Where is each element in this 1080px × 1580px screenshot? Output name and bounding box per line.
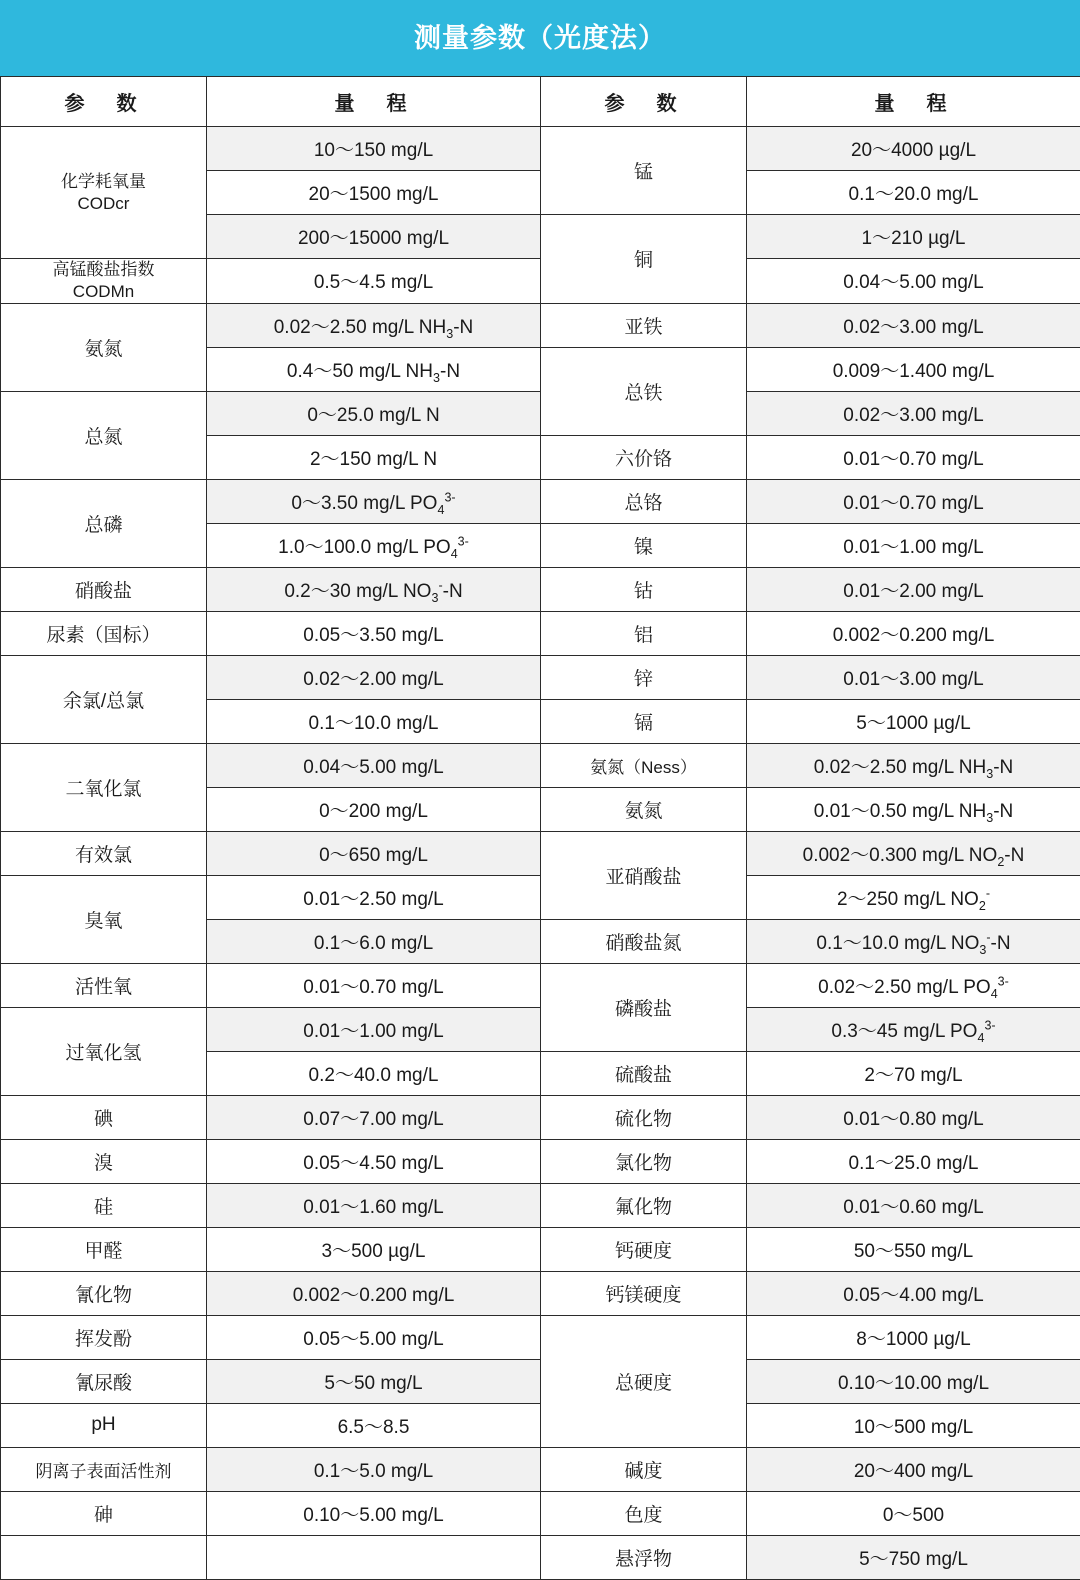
parameter-range-right: 8～1000 µg/L [747, 1315, 1080, 1359]
parameter-range-right: 0.01～0.70 mg/L [747, 435, 1080, 479]
parameter-name-right: 氨氮（Ness） [541, 743, 747, 787]
parameter-range-left: 5～50 mg/L [207, 1359, 541, 1403]
parameter-name-left: 碘 [1, 1095, 207, 1139]
parameter-name-right: 碱度 [541, 1447, 747, 1491]
parameter-range-left: 0.01～1.00 mg/L [207, 1007, 541, 1051]
table-row [1, 479, 1080, 523]
parameter-range-left: 0.01～0.70 mg/L [207, 963, 541, 1007]
parameter-name-left: 硅 [1, 1183, 207, 1227]
parameter-range-right: 10～500 mg/L [747, 1403, 1080, 1447]
table-row [1, 127, 1080, 171]
table-row [1, 1095, 1080, 1139]
parameter-range-left: 0.05～3.50 mg/L [207, 611, 541, 655]
parameter-name-left: 有效氯 [1, 831, 207, 875]
parameter-range-left: 0.07～7.00 mg/L [207, 1095, 541, 1139]
parameter-range-right: 20～400 mg/L [747, 1447, 1080, 1491]
parameter-range-left: 0～650 mg/L [207, 831, 541, 875]
parameter-range-left: 0.002～0.200 mg/L [207, 1271, 541, 1315]
parameter-range-right: 2～250 mg/L $NO_2^-$ [747, 875, 1080, 919]
parameter-range-right: 0.01～0.60 mg/L [747, 1183, 1080, 1227]
parameter-name-right: 锰 [541, 127, 747, 215]
parameter-name-left: 溴 [1, 1139, 207, 1183]
parameter-range-left: 0.01～2.50 mg/L [207, 875, 541, 919]
parameter-name-left: 挥发酚 [1, 1315, 207, 1359]
table-header-row [1, 77, 1080, 127]
column-header-range-left: 量 程 [207, 77, 541, 127]
parameter-range-right: 0.01～2.00 mg/L [747, 567, 1080, 611]
parameter-range-right: 0.1～10.0 mg/L $NO_3^--N$ [747, 919, 1080, 963]
parameter-range-right: 0.01～0.80 mg/L [747, 1095, 1080, 1139]
parameter-name-right: 氯化物 [541, 1139, 747, 1183]
table-row [1, 1315, 1080, 1359]
table-row [1, 611, 1080, 655]
parameter-range-right: 0.3～45 mg/L $PO_4^{3-}$ [747, 1007, 1080, 1051]
empty-cell [1, 1535, 207, 1579]
empty-cell [207, 1535, 541, 1579]
parameter-range-left: 200～15000 mg/L [207, 215, 541, 259]
parameter-range-right: 1～210 µg/L [747, 215, 1080, 259]
parameter-range-right: 0.04～5.00 mg/L [747, 259, 1080, 304]
parameter-range-left: 10～150 mg/L [207, 127, 541, 171]
parameter-name-left: 化学耗氧量 CODcr [1, 127, 207, 259]
parameter-range-left: 0.2～40.0 mg/L [207, 1051, 541, 1095]
column-header-range-right: 量 程 [747, 77, 1080, 127]
parameter-range-right: 0.02～2.50 mg/L $PO_4^{3-}$ [747, 963, 1080, 1007]
parameter-range-left: 0.1～5.0 mg/L [207, 1447, 541, 1491]
parameter-name-right: 磷酸盐 [541, 963, 747, 1051]
parameter-name-left: pH [1, 1403, 207, 1447]
page-title: 测量参数（光度法） [0, 0, 1080, 76]
parameter-name-left: 尿素（国标） [1, 611, 207, 655]
table-row [1, 655, 1080, 699]
parameter-name-left: 氰化物 [1, 1271, 207, 1315]
table-row [1, 1535, 1080, 1579]
parameter-name-right: 总铬 [541, 479, 747, 523]
parameters-table [0, 76, 1080, 1580]
column-header-param-left: 参 数 [1, 77, 207, 127]
table-row [1, 831, 1080, 875]
parameter-name-right: 总硬度 [541, 1315, 747, 1447]
parameter-range-left: 0.1～10.0 mg/L [207, 699, 541, 743]
parameter-range-right: 0.01～3.00 mg/L [747, 655, 1080, 699]
parameter-range-right: 0.01～0.50 mg/L $NH_3-N$ [747, 787, 1080, 831]
parameter-name-right: 镍 [541, 523, 747, 567]
parameter-range-left: 0.5～4.5 mg/L [207, 259, 541, 304]
parameter-name-right: 钴 [541, 567, 747, 611]
parameter-name-right: 硝酸盐氮 [541, 919, 747, 963]
parameter-name-left: 臭氧 [1, 875, 207, 963]
table-row [1, 391, 1080, 435]
parameter-range-left: 0～3.50 mg/L $PO_4^{3-}$ [207, 479, 541, 523]
parameter-name-left: 高锰酸盐指数 CODMn [1, 259, 207, 304]
parameter-range-right: 0.009～1.400 mg/L [747, 347, 1080, 391]
parameter-name-right: 亚硝酸盐 [541, 831, 747, 919]
parameter-range-right: 0.01～0.70 mg/L [747, 479, 1080, 523]
parameter-name-left: 二氧化氯 [1, 743, 207, 831]
table-row [1, 1227, 1080, 1271]
table-row [1, 303, 1080, 347]
parameter-name-right: 镉 [541, 699, 747, 743]
parameter-range-left: 0.04～5.00 mg/L [207, 743, 541, 787]
parameter-range-left: 0.2～30 mg/L $NO_3^--N$ [207, 567, 541, 611]
parameter-range-right: 0.01～1.00 mg/L [747, 523, 1080, 567]
parameter-name-left: 甲醛 [1, 1227, 207, 1271]
parameter-name-right: 总铁 [541, 347, 747, 435]
parameter-range-right: 0.002～0.200 mg/L [747, 611, 1080, 655]
parameter-name-left: 过氧化氢 [1, 1007, 207, 1095]
parameter-range-right: 0.1～20.0 mg/L [747, 171, 1080, 215]
table-row [1, 1491, 1080, 1535]
parameter-name-left: 活性氧 [1, 963, 207, 1007]
table-row [1, 1007, 1080, 1051]
parameter-range-left: 1.0～100.0 mg/L $PO_4^{3-}$ [207, 523, 541, 567]
parameter-name-right: 亚铁 [541, 303, 747, 347]
parameter-name-left: 余氯/总氯 [1, 655, 207, 743]
parameter-name-left: 总磷 [1, 479, 207, 567]
parameter-range-left: 3～500 µg/L [207, 1227, 541, 1271]
parameter-name-right: 锌 [541, 655, 747, 699]
parameter-range-left: 0～200 mg/L [207, 787, 541, 831]
table-row [1, 963, 1080, 1007]
parameter-name-right: 悬浮物 [541, 1535, 747, 1579]
parameter-range-right: 2～70 mg/L [747, 1051, 1080, 1095]
table-row [1, 1271, 1080, 1315]
parameter-name-right: 硫化物 [541, 1095, 747, 1139]
parameter-name-left: 砷 [1, 1491, 207, 1535]
parameter-range-right: 5～750 mg/L [747, 1535, 1080, 1579]
column-header-param-right: 参 数 [541, 77, 747, 127]
parameter-range-left: 0～25.0 mg/L N [207, 391, 541, 435]
parameter-name-left: 阴离子表面活性剂 [1, 1447, 207, 1491]
parameter-name-right: 硫酸盐 [541, 1051, 747, 1095]
table-row [1, 1359, 1080, 1403]
parameter-range-right: 20～4000 µg/L [747, 127, 1080, 171]
parameter-name-right: 六价铬 [541, 435, 747, 479]
parameter-name-left: 总氮 [1, 391, 207, 479]
table-row [1, 1447, 1080, 1491]
parameter-range-left: 0.05～4.50 mg/L [207, 1139, 541, 1183]
parameter-range-left: 0.1～6.0 mg/L [207, 919, 541, 963]
table-row [1, 875, 1080, 919]
parameter-range-left: 0.10～5.00 mg/L [207, 1491, 541, 1535]
parameter-range-right: 0.05～4.00 mg/L [747, 1271, 1080, 1315]
parameter-range-left: 2～150 mg/L N [207, 435, 541, 479]
parameter-range-right: 0～500 [747, 1491, 1080, 1535]
parameter-range-left: 0.02～2.00 mg/L [207, 655, 541, 699]
parameter-name-right: 钙镁硬度 [541, 1271, 747, 1315]
table-row [1, 259, 1080, 304]
table-row [1, 1403, 1080, 1447]
parameter-range-left: 20～1500 mg/L [207, 171, 541, 215]
parameter-name-right: 氟化物 [541, 1183, 747, 1227]
table-row [1, 567, 1080, 611]
parameter-range-left: 0.01～1.60 mg/L [207, 1183, 541, 1227]
parameter-range-right: 0.02～3.00 mg/L [747, 303, 1080, 347]
table-row [1, 1139, 1080, 1183]
parameter-name-right: 氨氮 [541, 787, 747, 831]
parameter-range-right: 0.002～0.300 mg/L $NO_2-N$ [747, 831, 1080, 875]
parameter-range-left: 0.02～2.50 mg/L $NH_3-N$ [207, 303, 541, 347]
parameter-name-left: 氨氮 [1, 303, 207, 391]
parameter-name-right: 铜 [541, 215, 747, 304]
parameter-name-left: 硝酸盐 [1, 567, 207, 611]
parameter-name-left: 氰尿酸 [1, 1359, 207, 1403]
table-header [1, 77, 1080, 127]
parameter-range-left: 6.5～8.5 [207, 1403, 541, 1447]
parameter-name-right: 色度 [541, 1491, 747, 1535]
table-body [1, 127, 1080, 1580]
parameter-range-right: 50～550 mg/L [747, 1227, 1080, 1271]
parameter-range-right: 0.02～2.50 mg/L $NH_3-N$ [747, 743, 1080, 787]
parameter-range-left: 0.05～5.00 mg/L [207, 1315, 541, 1359]
table-row [1, 743, 1080, 787]
parameter-range-right: 0.1～25.0 mg/L [747, 1139, 1080, 1183]
parameter-name-right: 钙硬度 [541, 1227, 747, 1271]
parameter-range-right: 0.10～10.00 mg/L [747, 1359, 1080, 1403]
parameter-range-right: 0.02～3.00 mg/L [747, 391, 1080, 435]
parameter-name-right: 铝 [541, 611, 747, 655]
parameter-range-right: 5～1000 µg/L [747, 699, 1080, 743]
table-row [1, 1183, 1080, 1227]
parameter-range-left: 0.4～50 mg/L $NH_3-N$ [207, 347, 541, 391]
